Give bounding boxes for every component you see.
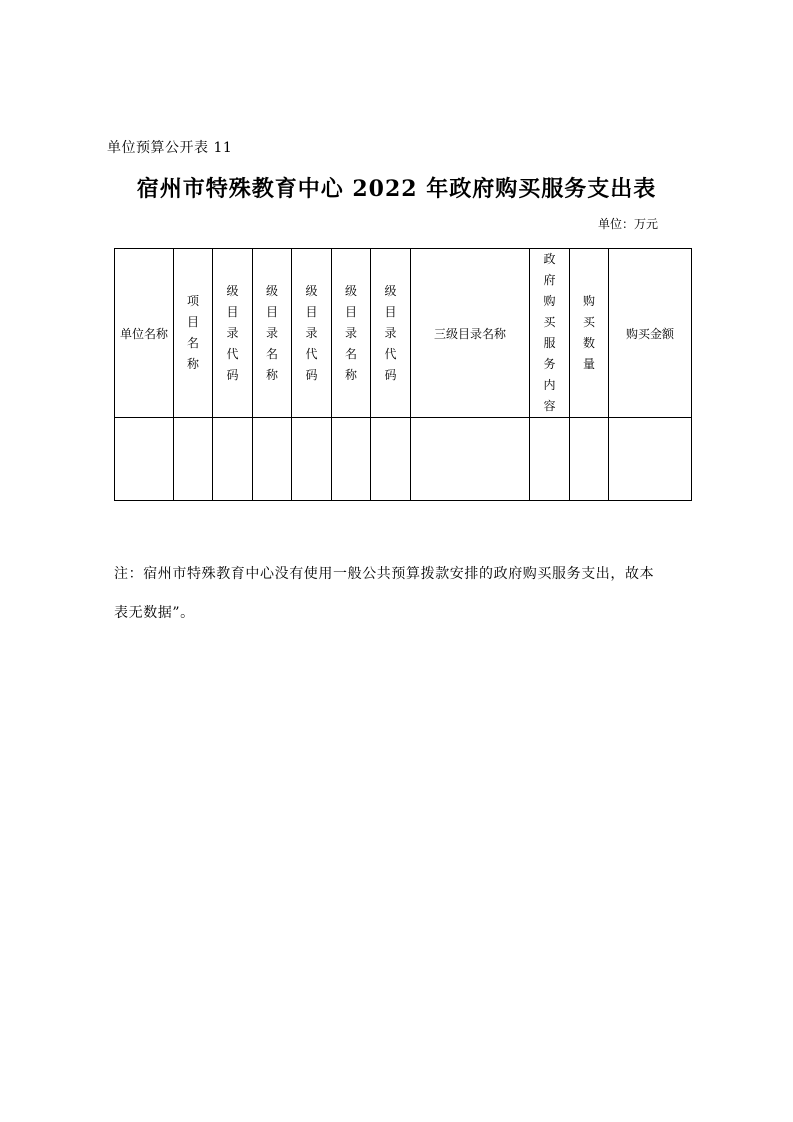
header-service-content: 政府购买服务内容 [530,249,570,418]
header-project-name: 项目名称 [174,249,213,418]
header-quantity: 购买数量 [570,249,609,418]
header-unit-name: 单位名称 [115,249,174,418]
header-level2-name: 级目录名称 [332,249,371,418]
table-header-row [115,249,692,418]
page-title: 宿州市特殊教育中心 2022 年政府购买服务支出表 [136,176,657,202]
footnote-line-1: 注：宿州市特殊教育中心没有使用一般公共预算拨款安排的政府购买服务支出，故本 [114,566,655,582]
table-cell [332,418,371,501]
header-level2-code: 级目录代码 [292,249,332,418]
header-level1-name: 级目录名称 [253,249,292,418]
expenditure-table [114,248,692,501]
table-cell [253,418,292,501]
table-cell [530,418,570,501]
table-cell [371,418,411,501]
header-level3-name: 三级目录名称 [411,249,530,418]
table-cell [411,418,530,501]
table-cell [570,418,609,501]
table-cell [213,418,253,501]
header-level3-code: 级目录代码 [371,249,411,418]
table-cell [609,418,692,501]
footnote-line-2: 表无数据”。 [114,605,195,621]
table-row [115,418,692,501]
table-cell [292,418,332,501]
unit-label: 单位：万元 [598,217,659,231]
table-number-label: 单位预算公开表 11 [107,140,233,156]
table-cell [115,418,174,501]
footnote [114,555,714,633]
header-amount: 购买金额 [609,249,692,418]
header-level1-code: 级目录代码 [213,249,253,418]
table-cell [174,418,213,501]
